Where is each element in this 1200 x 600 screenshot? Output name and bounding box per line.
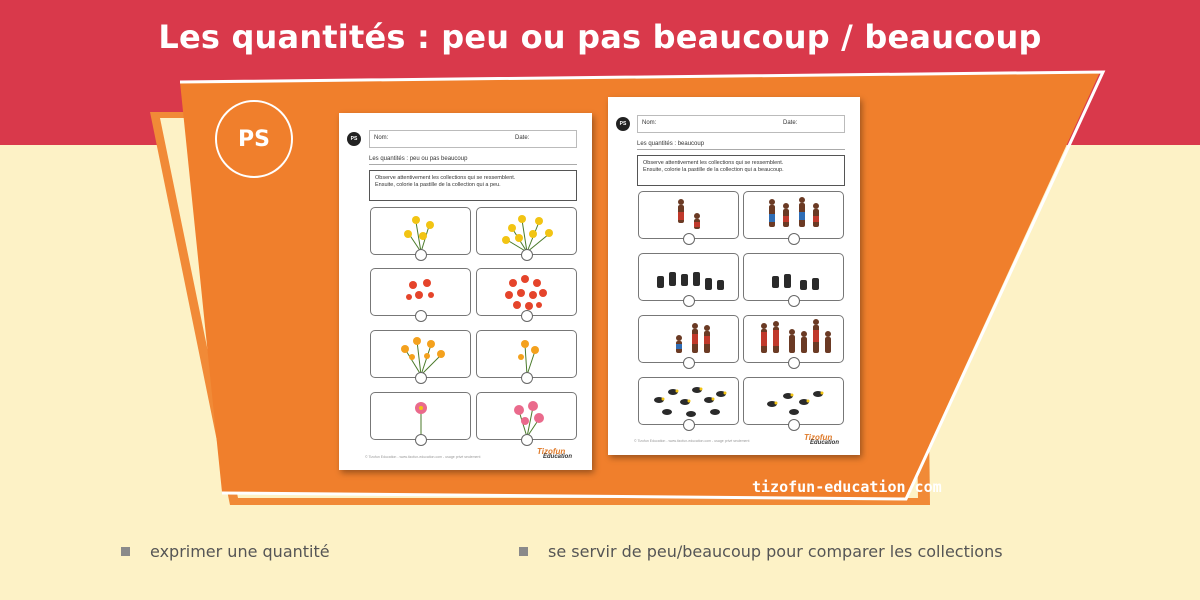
answer-circle[interactable] [521,434,533,446]
sheet-ps-badge: PS [347,132,361,146]
sheet-footer-note: © Tizofun Education - www.tizofun-education.com - usage privé seulement [634,439,750,443]
answer-circle[interactable] [683,419,695,431]
date-label: Date: [783,120,798,126]
subtitle-underline [637,149,845,150]
answer-circle[interactable] [683,295,695,307]
logo-main-text: Tizofun [537,447,566,456]
collection-cell [476,268,577,316]
instruction-line-1: Observe attentivement les collections qui se ressemblent. [375,175,516,181]
name-label: Nom: [374,135,389,141]
collection-cell [638,315,739,363]
logo-main-text: Tizofun [804,433,833,442]
collection-cell [743,191,844,239]
name-date-box [369,130,577,148]
answer-circle[interactable] [683,357,695,369]
objective-text: se servir de peu/beaucoup pour comparer les collections [548,542,1003,561]
square-bullet-icon [519,547,528,556]
objective-item [121,542,330,561]
website-url[interactable]: tizofun-education.com [752,478,942,496]
collection-cell [370,392,471,440]
answer-circle[interactable] [521,310,533,322]
answer-circle[interactable] [788,419,800,431]
answer-circle[interactable] [415,310,427,322]
collection-cell [370,330,471,378]
collection-cell [743,377,844,425]
collection-cell [370,207,471,255]
sheet-subtitle: Les quantités : beaucoup [637,141,705,147]
sheet-footer-note: © Tizofun Education - www.tizofun-education.com - usage privé seulement [365,455,481,459]
sheet-ps-badge: PS [616,117,630,131]
square-bullet-icon [121,547,130,556]
name-date-box [637,115,845,133]
instruction-box [369,170,577,201]
objective-item [519,542,1003,561]
collection-cell [638,377,739,425]
answer-circle[interactable] [788,233,800,245]
answer-circle[interactable] [415,249,427,261]
worksheet-beaucoup [608,97,860,455]
collection-cell [638,253,739,301]
collection-cell [638,191,739,239]
worksheet-peu [339,113,592,470]
sheet-subtitle: Les quantités : peu ou pas beaucoup [369,156,468,162]
subtitle-underline [369,164,577,165]
collection-cell [476,207,577,255]
instruction-line-1: Observe attentivement les collections qui se ressemblent. [643,160,784,166]
logo-sub-text: Education [810,440,840,446]
instruction-line-2: Ensuite, colorie la pastille de la collection qui a peu. [375,182,501,188]
collection-cell [476,392,577,440]
date-label: Date: [515,135,530,141]
level-badge [215,100,293,178]
answer-circle[interactable] [415,434,427,446]
name-label: Nom: [642,120,657,126]
level-badge-label: PS [238,126,270,152]
answer-circle[interactable] [788,357,800,369]
tizofun-logo [804,433,839,446]
answer-circle[interactable] [683,233,695,245]
answer-circle[interactable] [521,372,533,384]
answer-circle[interactable] [788,295,800,307]
answer-circle[interactable] [415,372,427,384]
collection-cell [743,253,844,301]
logo-sub-text: Education [543,454,573,460]
collection-cell [370,268,471,316]
page-title: Les quantités : peu ou pas beaucoup / beaucoup [158,18,1042,56]
answer-circle[interactable] [521,249,533,261]
instruction-box [637,155,845,186]
collection-cell [476,330,577,378]
objective-text: exprimer une quantité [150,542,330,561]
tizofun-logo [537,447,572,460]
collection-cell [743,315,844,363]
instruction-line-2: Ensuite, colorie la pastille de la collection qui a beaucoup. [643,167,784,173]
